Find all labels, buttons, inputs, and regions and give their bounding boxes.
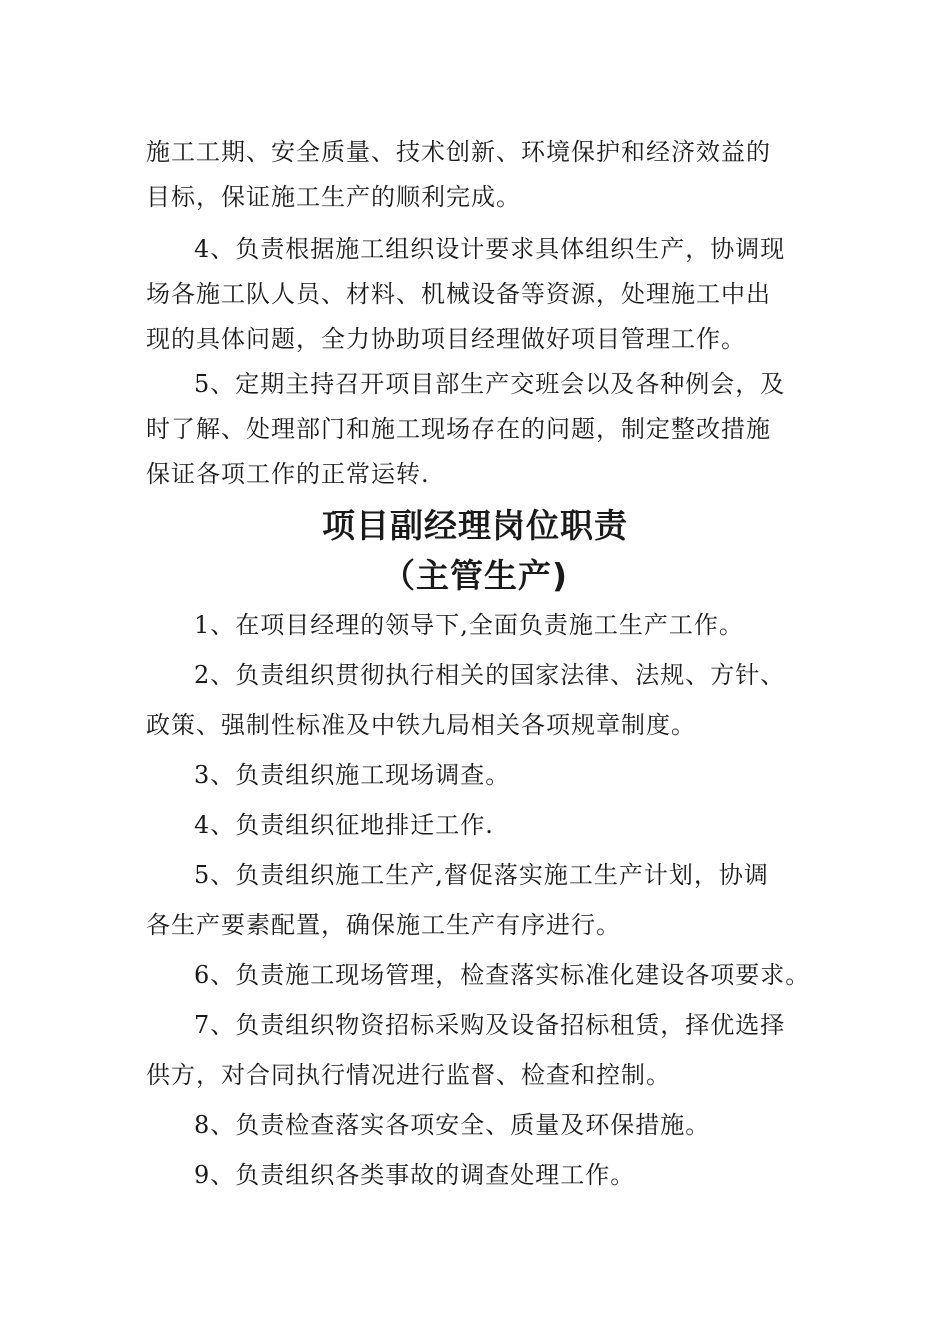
section-title: 项目副经理岗位职责 [322, 506, 628, 545]
text-line: 政策、强制性标准及中铁九局相关各项规章制度。 [146, 711, 696, 739]
text-line: 7、负责组织物资招标采购及设备招标租赁，择优选择 [194, 1011, 786, 1039]
duty-2 [146, 653, 806, 748]
intro-paragraph [146, 130, 806, 220]
duty-3 [146, 753, 806, 798]
duty-5 [146, 853, 806, 948]
text-line: 4、负责组织征地排迁工作. [194, 811, 494, 839]
text-line: 目标，保证施工生产的顺利完成。 [146, 183, 521, 211]
item-5-paragraph [146, 362, 806, 497]
text-line: 4、负责根据施工组织设计要求具体组织生产，协调现 [194, 235, 786, 263]
section-subtitle: （主管生产) [381, 556, 569, 595]
text-line: 3、负责组织施工现场调查。 [194, 761, 511, 789]
duty-9 [146, 1153, 806, 1198]
text-line: 2、负责组织贯彻执行相关的国家法律、法规、方针、 [194, 661, 786, 689]
text-line: 各生产要素配置，确保施工生产有序进行。 [146, 911, 621, 939]
text-line: 8、负责检查落实各项安全、质量及环保措施。 [194, 1111, 711, 1139]
item-4-paragraph [146, 227, 806, 362]
text-line: 现的具体问题，全力协助项目经理做好项目管理工作。 [146, 325, 746, 353]
text-line: 1、在项目经理的领导下,全面负责施工生产工作。 [194, 611, 744, 639]
text-line: 供方，对合同执行情况进行监督、检查和控制。 [146, 1061, 671, 1089]
text-line: 5、定期主持召开项目部生产交班会以及各种例会，及 [194, 370, 786, 398]
text-line: 施工工期、安全质量、技术创新、环境保护和经济效益的 [146, 138, 771, 166]
text-line: 时了解、处理部门和施工现场存在的问题，制定整改措施 [146, 415, 771, 443]
duty-4 [146, 803, 806, 848]
duty-1 [146, 603, 806, 648]
duty-6 [146, 953, 811, 998]
text-line: 5、负责组织施工生产,督促落实施工生产计划，协调 [194, 861, 769, 889]
text-line: 6、负责施工现场管理，检查落实标准化建设各项要求。 [194, 961, 811, 989]
duty-7 [146, 1003, 806, 1098]
duty-8 [146, 1103, 806, 1148]
text-line: 场各施工队人员、材料、机械设备等资源，处理施工中出 [146, 280, 771, 308]
text-line: 保证各项工作的正常运转. [146, 460, 430, 488]
text-line: 9、负责组织各类事故的调查处理工作。 [194, 1161, 636, 1189]
